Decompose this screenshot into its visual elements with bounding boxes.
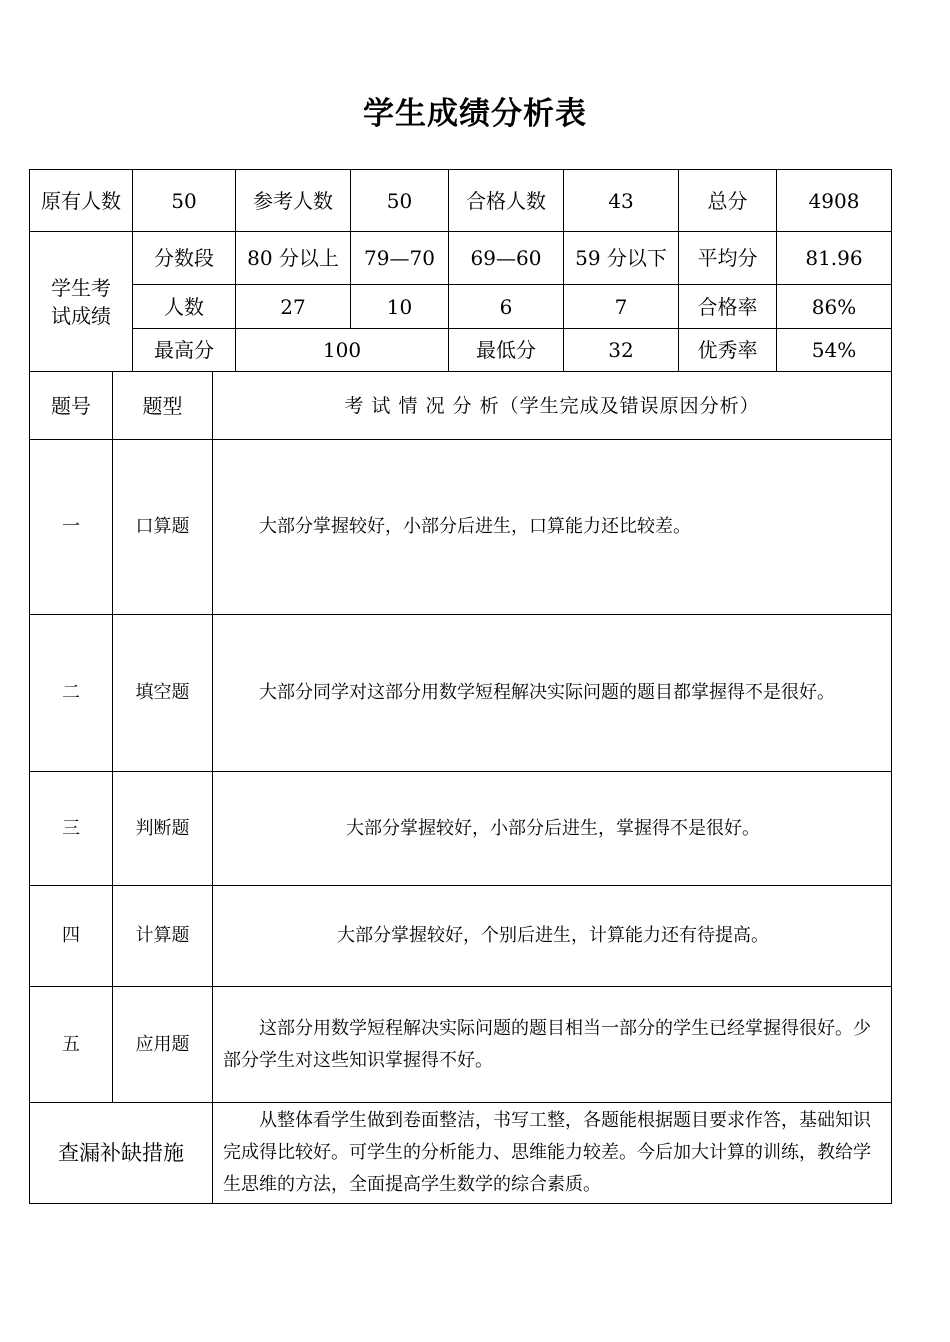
summary-row-counts — [30, 170, 892, 232]
band-count: 6 — [449, 285, 564, 329]
analysis-row — [30, 987, 892, 1103]
summary-row-extremes — [30, 329, 892, 372]
people-label: 人数 — [133, 285, 236, 329]
band-cell: 69—60 — [449, 232, 564, 285]
analysis-row — [30, 886, 892, 987]
band-label: 分数段 — [133, 232, 236, 285]
analysis-row — [30, 615, 892, 772]
pass-rate-value: 86% — [777, 285, 892, 329]
summary-row-people — [30, 285, 892, 329]
summary-table — [29, 169, 892, 372]
measures-label: 查漏补缺措施 — [30, 1103, 213, 1204]
avg-value: 81.96 — [777, 232, 892, 285]
max-label: 最高分 — [133, 329, 236, 372]
header-type: 题型 — [113, 372, 213, 440]
measures-text: 从整体看学生做到卷面整洁，书写工整，各题能根据题目要求作答，基础知识完成得比较好。可学生的分析能力、思维能力较差。今后加大计算的训练，教给学生思维的方法，全面提高学生数学的综合素质。 — [213, 1103, 892, 1204]
exam-count-label: 参考人数 — [236, 170, 351, 232]
min-value: 32 — [564, 329, 679, 372]
summary-row-bands — [30, 232, 892, 285]
band-cell: 79—70 — [351, 232, 449, 285]
question-no: 三 — [30, 772, 113, 886]
band-cell: 80 分以上 — [236, 232, 351, 285]
band-count: 27 — [236, 285, 351, 329]
page-title: 学生成绩分析表 — [363, 96, 587, 132]
analysis-text: 大部分掌握较好，小部分后进生，口算能力还比较差。 — [213, 440, 892, 615]
band-cell: 59 分以下 — [564, 232, 679, 285]
analysis-text: 这部分用数学短程解决实际问题的题目相当一部分的学生已经掌握得很好。少部分学生对这些知识掌握得不好。 — [213, 987, 892, 1103]
analysis-text: 大部分掌握较好，个别后进生，计算能力还有待提高。 — [213, 886, 892, 987]
analysis-header-row — [30, 372, 892, 440]
scores-label: 学生考试成绩 — [30, 232, 133, 372]
pass-count-label: 合格人数 — [449, 170, 564, 232]
original-count-label: 原有人数 — [30, 170, 133, 232]
question-type: 口算题 — [113, 440, 213, 615]
analysis-row — [30, 440, 892, 615]
excellent-value: 54% — [777, 329, 892, 372]
total-label: 总分 — [679, 170, 777, 232]
excellent-label: 优秀率 — [679, 329, 777, 372]
question-no: 二 — [30, 615, 113, 772]
question-no: 一 — [30, 440, 113, 615]
exam-count-value: 50 — [351, 170, 449, 232]
band-count: 7 — [564, 285, 679, 329]
original-count-value: 50 — [133, 170, 236, 232]
question-type: 计算题 — [113, 886, 213, 987]
header-no: 题号 — [30, 372, 113, 440]
avg-label: 平均分 — [679, 232, 777, 285]
question-no: 五 — [30, 987, 113, 1103]
question-type: 判断题 — [113, 772, 213, 886]
band-count: 10 — [351, 285, 449, 329]
analysis-table — [29, 371, 892, 1204]
analysis-text: 大部分掌握较好，小部分后进生，掌握得不是很好。 — [213, 772, 892, 886]
total-value: 4908 — [777, 170, 892, 232]
analysis-text: 大部分同学对这部分用数学短程解决实际问题的题目都掌握得不是很好。 — [213, 615, 892, 772]
question-type: 填空题 — [113, 615, 213, 772]
analysis-row — [30, 772, 892, 886]
header-analysis: 考 试 情 况 分 析（学生完成及错误原因分析） — [213, 372, 892, 440]
pass-rate-label: 合格率 — [679, 285, 777, 329]
measures-row — [30, 1103, 892, 1204]
max-value: 100 — [236, 329, 449, 372]
min-label: 最低分 — [449, 329, 564, 372]
question-no: 四 — [30, 886, 113, 987]
pass-count-value: 43 — [564, 170, 679, 232]
question-type: 应用题 — [113, 987, 213, 1103]
